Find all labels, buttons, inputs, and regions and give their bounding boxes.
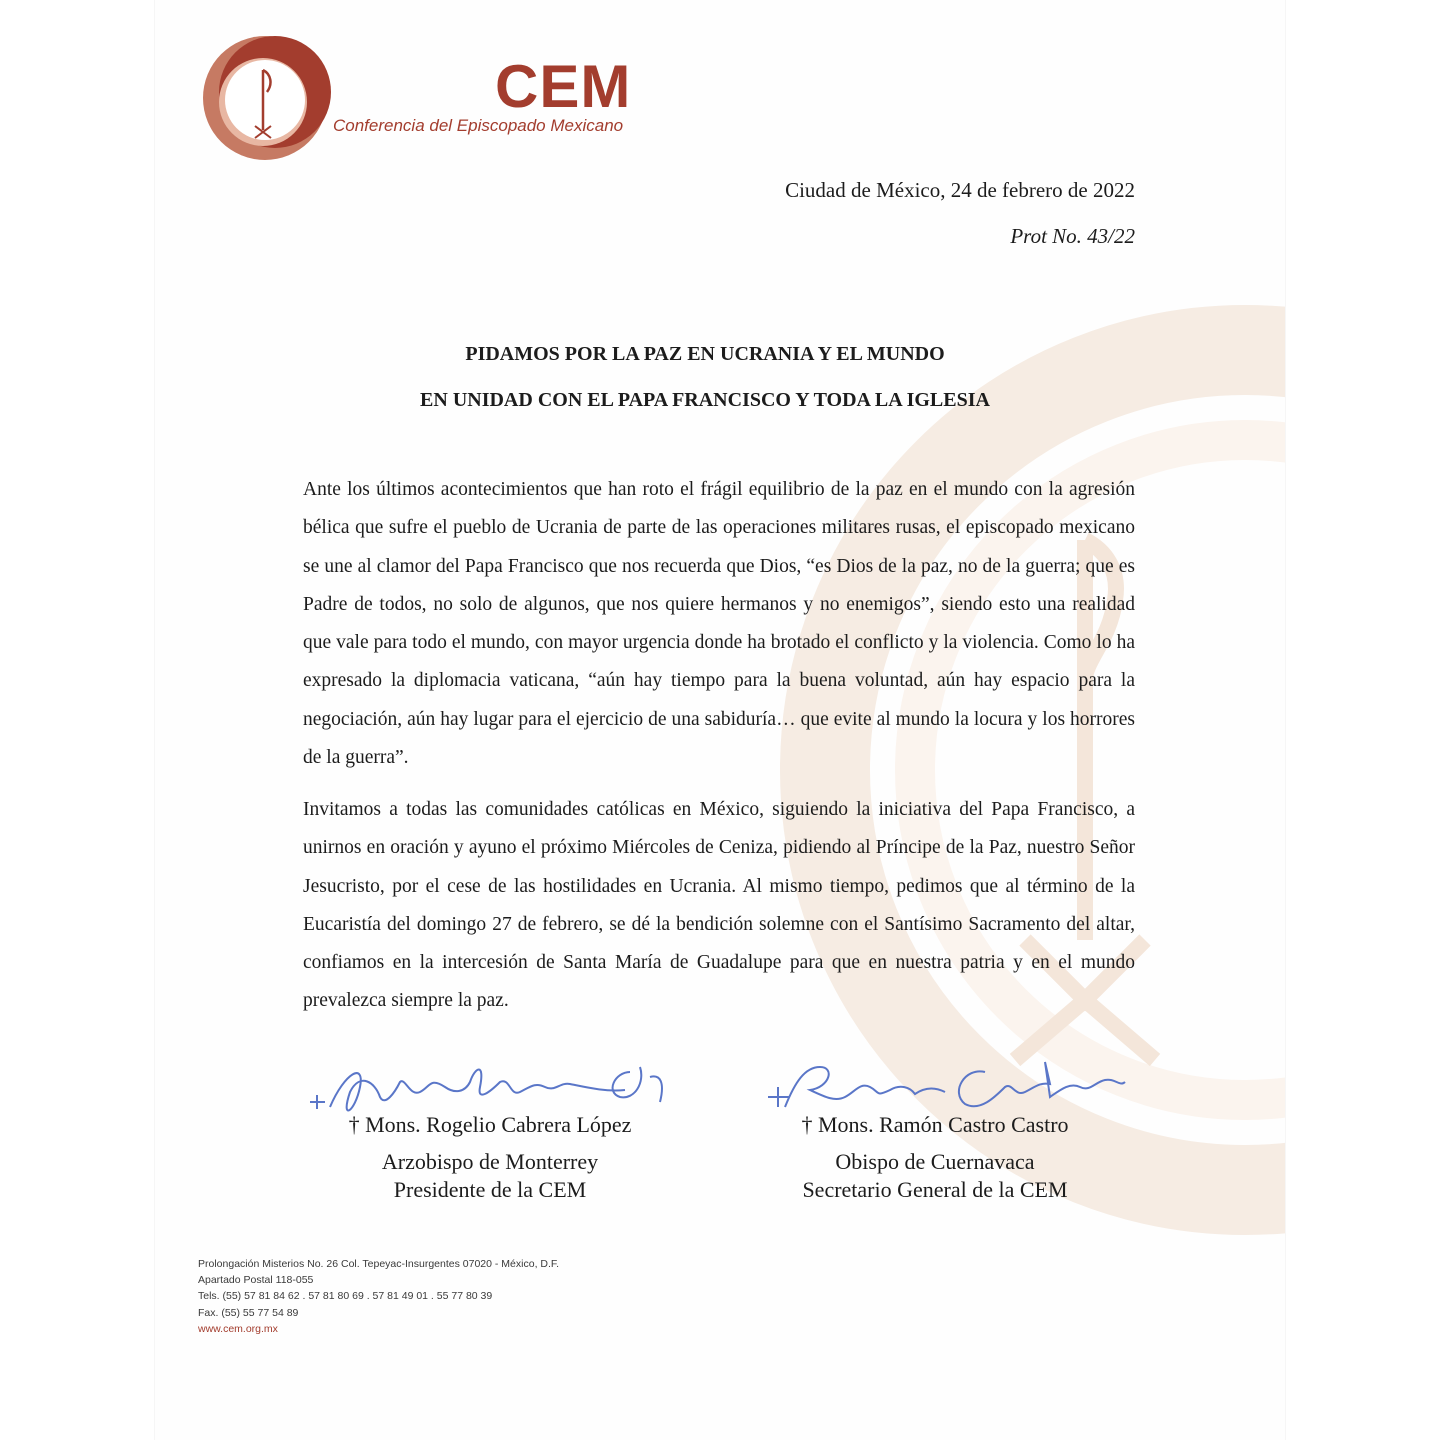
signatory-role1-left: Arzobispo de Monterrey: [381, 1149, 599, 1174]
signature-block-right: [770, 1052, 1100, 1204]
signatory-role2-left: Presidente de la CEM: [393, 1177, 587, 1202]
signature-block-left: [325, 1052, 655, 1204]
handwritten-signature-left: [305, 1052, 685, 1117]
signatory-name-left: † Mons. Rogelio Cabrera López: [348, 1112, 632, 1137]
footer-address: Prolongación Misterios No. 26 Col. Tepeyac-Insurgentes 07020 - México, D.F.: [198, 1258, 560, 1270]
brand-subtitle: Conferencia del Episcopado Mexicano: [333, 116, 624, 135]
document-title-line-2: EN UNIDAD CON EL PAPA FRANCISCO Y TODA LA IGLESIA: [420, 389, 990, 411]
cem-logo-icon: [193, 32, 343, 167]
footer-website-link[interactable]: www.cem.org.mx: [198, 1322, 278, 1335]
signatory-role2-right: Secretario General de la CEM: [802, 1177, 1068, 1202]
place-date: Ciudad de México, 24 de febrero de 2022: [785, 178, 1135, 202]
footer-fax: Fax. (55) 55 77 54 89: [198, 1306, 299, 1319]
signatory-name-right: † Mons. Ramón Castro Castro: [801, 1112, 1069, 1137]
handwritten-signature-right: [750, 1052, 1130, 1117]
footer-phones: Tels. (55) 57 81 84 62 . 57 81 80 69 . 57 81 49 01 . 55 77 80 39: [198, 1290, 493, 1303]
letter-page: [155, 0, 1285, 1440]
document-title-line-1: PIDAMOS POR LA PAZ EN UCRANIA Y EL MUNDO: [465, 343, 945, 365]
footer-po-box: Apartado Postal 118-055: [198, 1274, 314, 1287]
brand-name: CEM: [495, 53, 632, 120]
body-paragraph-1: Ante los últimos acontecimientos que han roto el frágil equilibrio de la paz en el mundo con la agresión bélica que sufre el pueblo de Ucrania de parte de las operaciones militares rusas, el episcopado mexicano se une al clamor del Papa Francisco que nos recuerda que Dios, “es Dios de la paz, no de la guerra; que es Padre de todos, no solo de algunos, que nos quiere hermanos y no enemigos”, siendo esto una realidad que vale para todo el mundo, con mayor urgencia donde ha brotado el conflicto y la violencia. Como lo ha expresado la diplomacia vaticana, “aún hay tiempo para la buena voluntad, aún hay espacio para la negociación, aún hay lugar para el ejercicio de una sabiduría… que evite al mundo la locura y los horrores de la guerra”.: [303, 479, 1135, 769]
body-paragraph-2: Invitamos a todas las comunidades católicas en México, siguiendo la iniciativa del Papa Francisco, a unirnos en oración y ayuno el próximo Miércoles de Ceniza, pidiendo al Príncipe de la Paz, nuestro Señor Jesucristo, por el cese de las hostilidades en Ucrania. Al mismo tiempo, pedimos que al término de la Eucaristía del domingo 27 de febrero, se dé la bendición solemne con el Santísimo Sacramento del altar, confiamos en la intercesión de Santa María de Guadalupe para que en nuestra patria y en el mundo prevalezca siempre la paz.: [303, 799, 1135, 1012]
footer-contact: [198, 1256, 559, 1337]
signatory-role1-right: Obispo de Cuernavaca: [835, 1149, 1035, 1174]
protocol-number: Prot No. 43/22: [1010, 224, 1135, 248]
